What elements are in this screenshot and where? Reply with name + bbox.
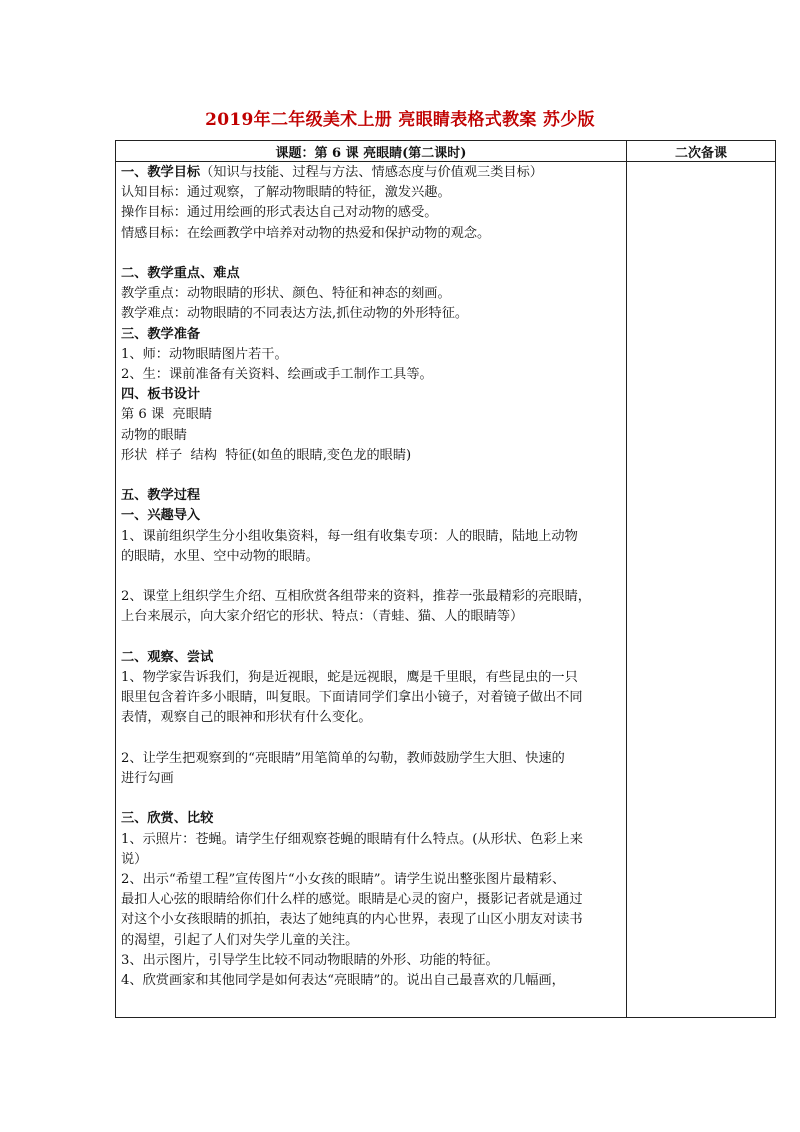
line-text: 1、师：动物眼睛图片若干。 [121,346,288,362]
line-text: 4、欣赏画家和其他同学是如何表达“亮眼睛”的。说出自己最喜欢的几幅画， [121,973,565,989]
section-heading [121,809,622,829]
lesson-content-cell [116,162,627,1018]
blank-line [121,729,622,749]
content-line [121,708,622,728]
content-line [121,547,622,567]
document-title: 2019年二年级美术上册 亮眼睛表格式教案 苏少版 [205,110,595,130]
line-text: 2、出示“希望工程”宣传图片“小女孩的眼睛”。请学生说出整张图片最精彩、 [121,872,566,888]
table-body-row [116,162,776,1018]
heading-note: （知识与技能、过程与方法、情感态度与价值观三类目标） [200,165,543,180]
content-line [121,951,622,971]
line-text: 的眼睛，水里、空中动物的眼睛。 [121,548,319,564]
content-line [121,587,622,607]
content-line [121,304,622,324]
line-text: 3、出示图片，引导学生比较不同动物眼睛的外形、功能的特征。 [121,952,499,968]
section-heading [121,506,622,526]
content-line [121,405,622,425]
section-heading [121,385,622,405]
section-heading [121,325,622,345]
content-line [121,850,622,870]
line-text: 表情，观察自己的眼神和形状有什么变化。 [121,710,372,726]
line-text: 1、示照片：苍蝇。请学生仔细观察苍蝇的眼睛有什么特点。(从形状、色彩上来 [121,831,583,847]
heading-text: 一、兴趣导入 [121,508,201,524]
content-line [121,830,622,850]
line-text: 认知目标：通过观察，了解动物眼睛的特征，激发兴趣。 [121,185,451,201]
heading-text: 五、教学过程 [121,488,201,504]
line-text: 进行勾画 [121,771,174,787]
content-line [121,971,622,991]
content-line [121,345,622,365]
line-text: 形状 样子 结构 特征(如鱼的眼睛,变色龙的眼睛) [121,447,412,463]
content-line [121,203,622,223]
table-header-row [116,141,776,162]
content-line [121,870,622,890]
line-text: 最扣人心弦的眼睛给你们什么样的感觉。眼睛是心灵的窗户，摄影记者就是通过 [121,892,583,908]
heading-text: 三、教学准备 [121,326,201,342]
blank-line [121,789,622,809]
line-text: 1、课前组织学生分小组收集资料，每一组有收集专项：人的眼睛，陆地上动物 [121,528,578,544]
content-line [121,446,622,466]
content-line [121,749,622,769]
section-heading [121,264,622,284]
lesson-content [116,162,626,991]
content-line [121,769,622,789]
section-heading [121,163,622,183]
heading-text: 一、教学目标 [121,165,201,180]
blank-line [121,567,622,587]
line-text: 情感目标：在绘画教学中培养对动物的热爱和保护动物的观念。 [121,225,491,241]
lesson-topic-header: 课题：第 6 课 亮眼睛(第二课时) [116,141,627,162]
content-line [121,910,622,930]
content-line [121,224,622,244]
line-text: 上台来展示，向大家介绍它的形状、特点：（青蛙、猫、人的眼睛等） [121,609,524,625]
line-text: 动物的眼睛 [121,427,187,443]
lesson-plan-table [115,140,776,1018]
second-preparation-cell [627,162,776,1018]
section-heading [121,486,622,506]
content-line [121,668,622,688]
line-text: 说） [121,851,148,867]
line-text: 对这个小女孩眼睛的抓拍，表达了她纯真的内心世界，表现了山区小朋友对读书 [121,912,583,928]
heading-text: 四、板书设计 [121,387,201,403]
content-line [121,284,622,304]
line-text: 2、课堂上组织学生介绍、互相欣赏各组带来的资料，推荐一张最精彩的亮眼睛， [121,589,591,605]
line-text: 教学难点：动物眼睛的不同表达方法,抓住动物的外形特征。 [121,306,469,322]
blank-line [121,466,622,486]
line-text: 第 6 课 亮眼睛 [121,407,213,423]
heading-text: 三、欣赏、比较 [121,811,214,827]
blank-line [121,244,622,264]
content-line [121,688,622,708]
second-preparation-header: 二次备课 [627,141,776,162]
content-line [121,426,622,446]
content-line [121,931,622,951]
line-text: 2、生：课前准备有关资料、绘画或手工制作工具等。 [121,367,433,383]
content-line [121,365,622,385]
line-text: 眼里包含着许多小眼睛，叫复眼。下面请同学们拿出小镜子，对着镜子做出不同 [121,690,583,706]
blank-line [121,628,622,648]
line-text: 教学重点：动物眼睛的形状、颜色、特征和神态的刻画。 [121,286,451,302]
heading-text: 二、观察、尝试 [121,649,214,665]
line-text: 操作目标：通过用绘画的形式表达自己对动物的感受。 [121,205,438,221]
line-text: 2、让学生把观察到的“亮眼睛”用笔简单的勾勒，教师鼓励学生大胆、快速的 [121,750,565,766]
section-heading [121,648,622,668]
content-line [121,183,622,203]
content-line [121,527,622,547]
line-text: 的渴望，引起了人们对失学儿童的关注。 [121,932,359,948]
line-text: 1、物学家告诉我们，狗是近视眼，蛇是远视眼，鹰是千里眼，有些昆虫的一只 [121,670,578,686]
content-line [121,890,622,910]
content-line [121,607,622,627]
heading-text: 二、教学重点、难点 [121,266,240,281]
